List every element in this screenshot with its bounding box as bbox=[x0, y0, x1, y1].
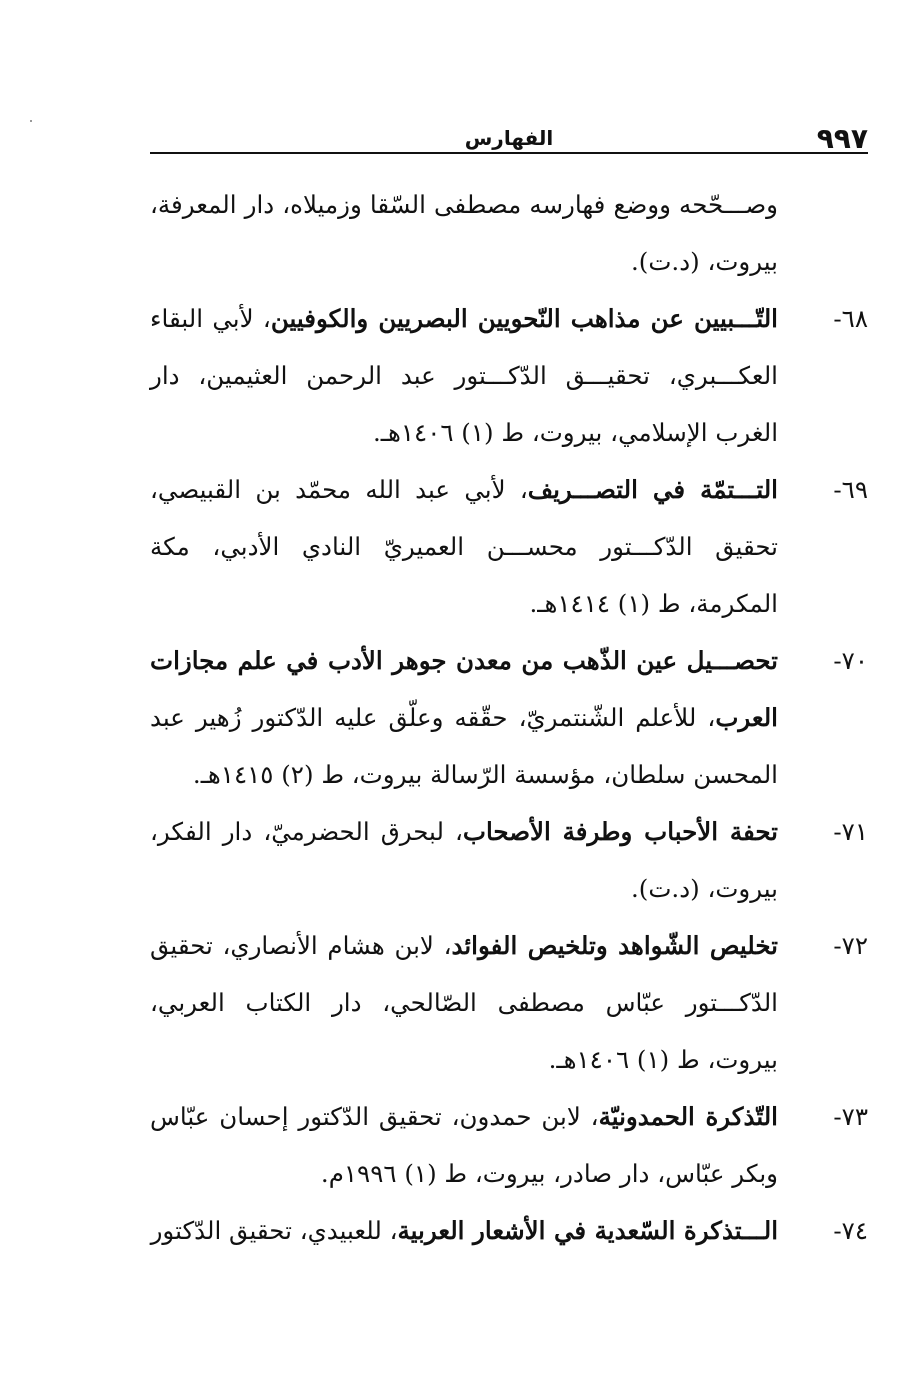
entry-text: ، لأبي البقاء العكـــبري، تحقيـــق الدّكـــتور عبد الرحمن العثيمين، دار الغرب الإسلامي، بيروت، ط (١) ١٤٠٦هـ. bbox=[150, 304, 778, 447]
entry-number: ٧١- bbox=[833, 817, 868, 846]
scan-speck bbox=[30, 120, 32, 122]
entry-number: ٧٤- bbox=[833, 1216, 868, 1245]
entry-text: ، لابن هشام الأنصاري، تحقيق الدّكـــتور عبّاس مصطفى الصّالحي، دار الكتاب العربي، بيروت، ط (١) ١٤٠٦هـ. bbox=[150, 931, 778, 1074]
list-item bbox=[150, 290, 868, 461]
list-item-continuation bbox=[150, 176, 840, 290]
entry-text: ، للأعلم الشّنتمريّ، حقّقه وعلّق عليه الدّكتور زُهير عبد المحسن سلطان، مؤسسة الرّسالة بيروت، ط (٢) ١٤١٥هـ. bbox=[150, 703, 778, 789]
entry-title: التّذكرة الحمدونيّة bbox=[598, 1102, 778, 1131]
entry-title: تخليص الشّواهد وتلخيص الفوائد bbox=[451, 931, 779, 960]
list-item bbox=[150, 917, 868, 1088]
entry-text: ، للعبيدي، تحقيق الدّكتور bbox=[150, 1216, 398, 1245]
entry-title: الـــتذكرة السّعدية في الأشعار العربية bbox=[397, 1216, 778, 1245]
entry-text: وصـــحّحه ووضع فهارسه مصطفى السّقا وزميلاه، دار المعرفة، بيروت، (د.ت). bbox=[150, 190, 778, 276]
bibliography-list bbox=[150, 176, 868, 1259]
entry-text: ، لأبي عبد الله محمّد بن القبيصي، تحقيق الدّكـــتور محســـن العميريّ النادي الأدبي، مكة المكرمة، ط (١) ١٤١٤هـ. bbox=[150, 475, 778, 618]
list-item bbox=[150, 1202, 868, 1259]
page-number: ٩٩٧ bbox=[816, 122, 868, 155]
list-item bbox=[150, 803, 868, 917]
entry-title: تحفة الأحباب وطرفة الأصحاب bbox=[462, 817, 778, 846]
list-item bbox=[150, 461, 868, 632]
entry-text: ، لبحرق الحضرميّ، دار الفكر، بيروت، (د.ت). bbox=[150, 817, 778, 903]
entry-number: ٦٩- bbox=[833, 475, 868, 504]
entry-title: التـــتمّة في التصـــريف bbox=[527, 475, 778, 504]
list-item bbox=[150, 632, 868, 803]
entry-text: ، لابن حمدون، تحقيق الدّكتور إحسان عبّاس وبكر عبّاس، دار صادر، بيروت، ط (١) ١٩٩٦م. bbox=[150, 1102, 778, 1188]
entry-number: ٧٢- bbox=[833, 931, 868, 960]
entry-title: تحصـــيل عين الذّهب من معدن جوهر الأدب في علم مجازات العرب bbox=[150, 646, 778, 732]
entry-title: التّـــبيين عن مذاهب النّحويين البصريين والكوفيين bbox=[270, 304, 778, 333]
entry-number: ٧٣- bbox=[833, 1102, 868, 1131]
header-divider bbox=[150, 152, 868, 154]
running-title: الفهارس bbox=[464, 126, 554, 150]
entry-number: ٦٨- bbox=[833, 304, 868, 333]
entry-number: ٧٠- bbox=[833, 646, 868, 675]
list-item bbox=[150, 1088, 868, 1202]
